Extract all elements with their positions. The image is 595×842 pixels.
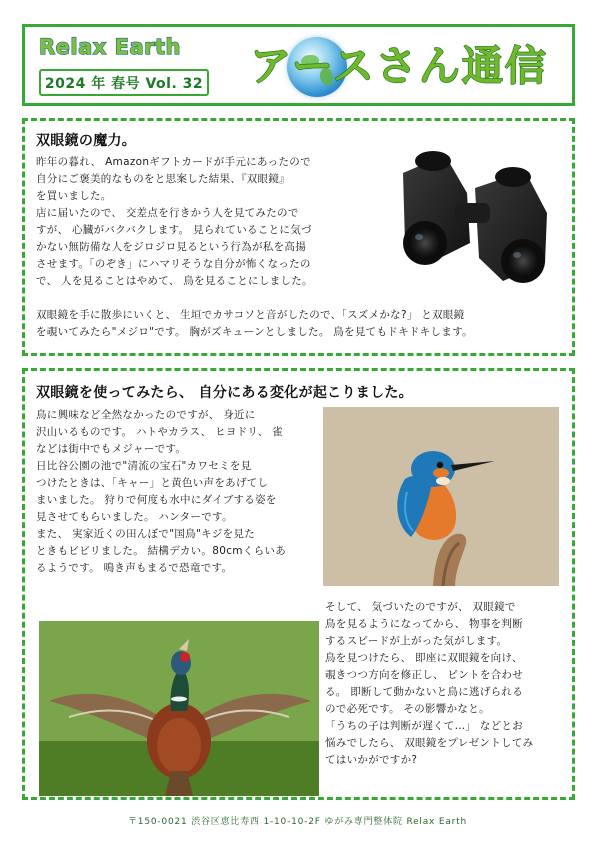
kingfisher-photo (323, 407, 559, 586)
article-title: 双眼鏡を使ってみたら、 自分にある変化が起こりました。 (36, 385, 413, 401)
binoculars-photo (375, 133, 567, 293)
footer-address: 〒150-0021 渋谷区恵比寿西 1-10-10-2F ゆがみ専門整体院 Relax Earth (128, 817, 467, 827)
pheasant-photo (39, 621, 319, 796)
masthead (22, 24, 575, 106)
newsletter-title: アースさん通信 (250, 42, 548, 90)
article-bird-watching (22, 368, 575, 800)
article-paragraph: 鳥に興味など全然なかったのですが、 身近に 沢山いるものです。 ハトやカラス、 ヒヨドリ、 雀 などは街中でもメジャーです。 日比谷公園の池で"清流の宝石"カワセミを見 つけたときは、「キャー」と黄色い声をあげてし まいました。 狩りで何度も水中にダイブする姿を 見させてもらいました。 ハンターです。 また、 実家近くの田んぼで"国鳥"キジを見た ときもビビリました。 結構デカい。80cmくらいあ るようです。 鳴き声もまるで恐竜です。 (36, 409, 286, 574)
article-paragraph: そして、 気づいたのですが、 双眼鏡で 鳥を見るようになってから、 物事を判断 するスピードが上がった気がします。 鳥を見つけたら、 即座に双眼鏡を向け、 覗きつつ方向を修正し、 ピントを合わせ る。 即断して動かないと鳥に逃げられる ので必死です。 その影響かなと。 「うちの子は判断が遅くて…」 などとお 悩みでしたら、 双眼鏡をプレゼントしてみ てはいかがですか? (325, 601, 534, 766)
brand-logo: Relax Earth (39, 35, 181, 59)
article-paragraph: 双眼鏡を手に散歩にいくと、 生垣でカサコソと音がしたので、「スズメかな?」 と双眼鏡 を覗いてみたら"メジロ"です。 胸がズキューンとしました。 鳥を見てもドキドキします。 (36, 309, 473, 338)
article-paragraph: 昨年の暮れ、 Amazonギフトカードが手元にあったので 自分にご褒美的なものをと思案した結果、『双眼鏡』 を買いました。 店に届いたので、 交差点を行きかう人を見てみたので すが、 心臓がバクバクします。 見られていることに気づ かない無防備な人をジロジロ見るという行為が私を高揚 させます。「のぞき」にハマリそうな自分が怖くなったの で、 人を見ることはやめて、 鳥を見ることにしました。 (36, 156, 313, 287)
issue-badge: 2024 年 春号 Vol. 32 (39, 69, 209, 96)
article-binoculars (22, 118, 575, 356)
article-title: 双眼鏡の魔力。 (36, 133, 137, 149)
